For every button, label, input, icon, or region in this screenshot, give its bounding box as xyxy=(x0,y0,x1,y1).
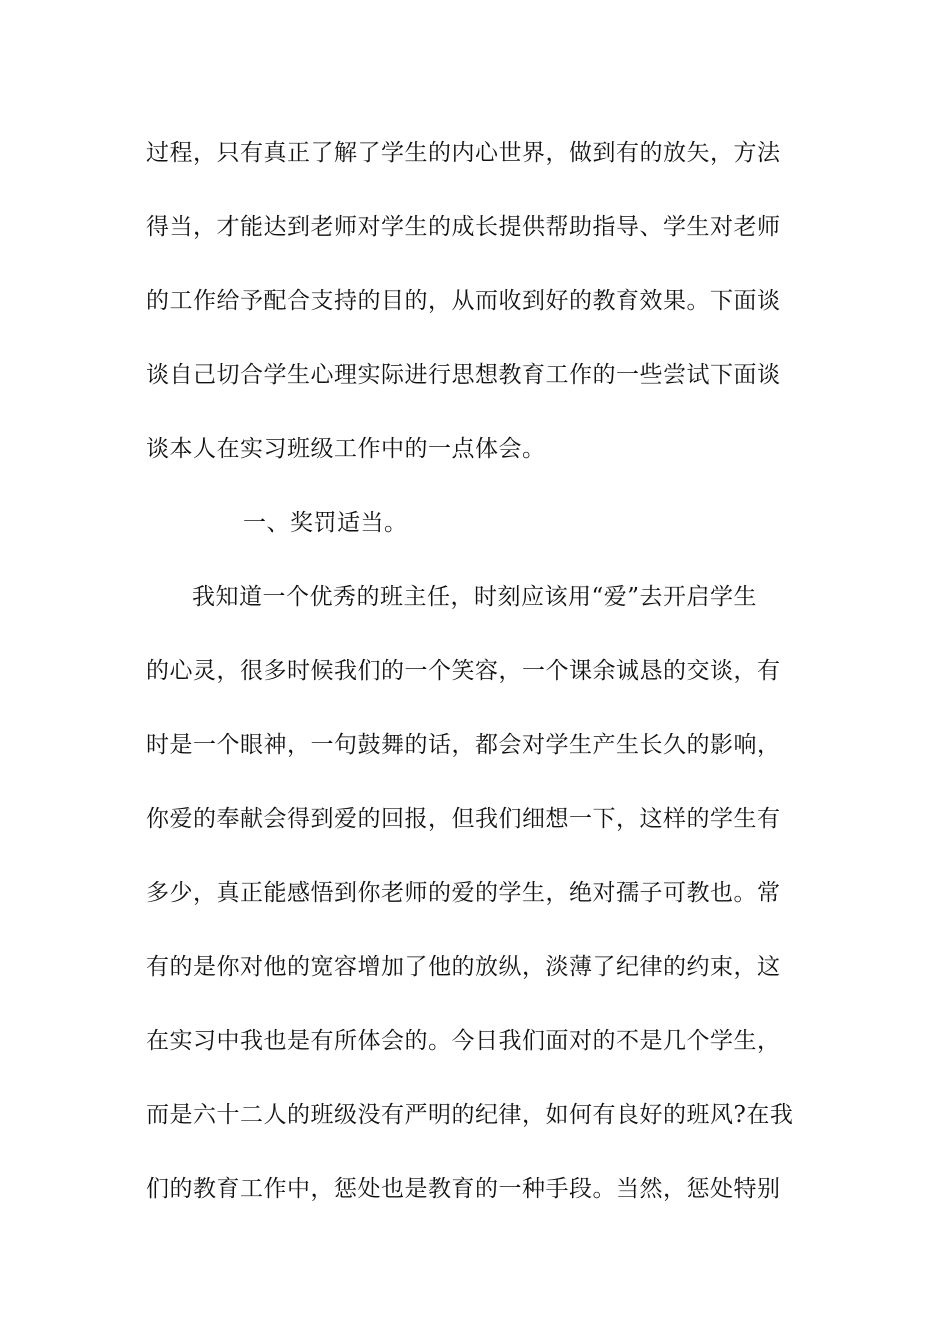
paragraph-first-line: 我知道一个优秀的班主任，时刻应该用“爱”去开启学生 xyxy=(192,584,758,610)
text-line: 们的教育工作中，惩处也是教育的一种手段。当然，惩处特别 xyxy=(146,1176,781,1202)
text-line: 过程，只有真正了解了学生的内心世界，做到有的放矢，方法 xyxy=(146,140,781,166)
section-heading: 一、奖罚适当。 xyxy=(243,510,408,536)
text-line: 时是一个眼神，一句鼓舞的话，都会对学生产生长久的影响， xyxy=(146,732,781,758)
text-line: 有的是你对他的宽容增加了他的放纵，淡薄了纪律的约束，这 xyxy=(146,954,781,980)
document-body xyxy=(146,126,816,1236)
text-line: 的工作给予配合支持的目的，从而收到好的教育效果。下面谈 xyxy=(146,288,781,314)
text-line: 而是六十二人的班级没有严明的纪律，如何有良好的班风?在我 xyxy=(146,1102,794,1128)
text-line: 得当，才能达到老师对学生的成长提供帮助指导、学生对老师 xyxy=(146,214,781,240)
text-line: 你爱的奉献会得到爱的回报，但我们细想一下，这样的学生有 xyxy=(146,806,781,832)
text-line: 谈自己切合学生心理实际进行思想教育工作的一些尝试下面谈 xyxy=(146,362,781,388)
text-line: 的心灵，很多时候我们的一个笑容，一个课余诚恳的交谈，有 xyxy=(146,658,781,684)
text-line: 多少，真正能感悟到你老师的爱的学生，绝对孺子可教也。常 xyxy=(146,880,781,906)
text-line: 谈本人在实习班级工作中的一点体会。 xyxy=(146,436,546,462)
text-line: 在实习中我也是有所体会的。今日我们面对的不是几个学生， xyxy=(146,1028,781,1054)
